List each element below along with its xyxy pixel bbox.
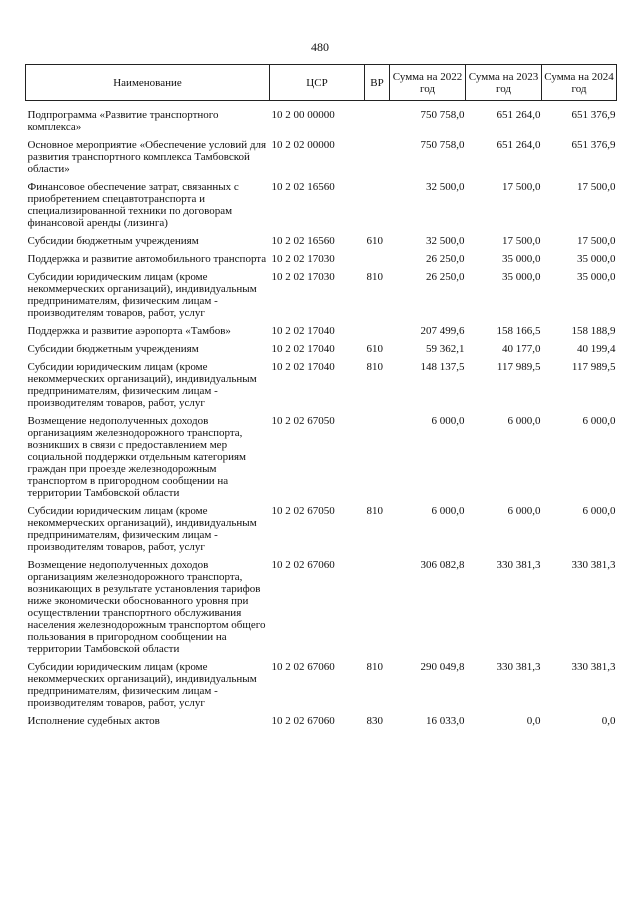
row-sum-2024: 651 376,9 (571, 109, 616, 121)
row-sum-2024: 35 000,0 (577, 271, 616, 283)
row-sum-2023: 6 000,0 (507, 505, 541, 517)
row-name: Исполнение судебных актов (27, 715, 160, 727)
row-sum-2022: 750 758,0 (420, 139, 465, 151)
row-sum-2024: 117 989,5 (571, 361, 616, 373)
row-vr (365, 139, 390, 181)
row-vr: 830 (366, 715, 383, 727)
row-name: Субсидии бюджетным учреждениям (27, 235, 199, 247)
row-vr: 810 (366, 661, 383, 673)
table-row (26, 235, 617, 253)
header-csr: ЦСР (270, 65, 365, 101)
row-vr: 810 (366, 505, 383, 517)
row-sum-2023: 651 264,0 (496, 109, 541, 121)
row-csr: 10 2 02 16560 (271, 181, 335, 193)
row-name: Субсидии бюджетным учреждениям (27, 343, 199, 355)
row-name: Субсидии юридическим лицам (кроме некоммерческих организаций), индивидуальным предпринимателям, физическим лицам - производителям товаров, работ, услуг (27, 361, 257, 409)
budget-table (25, 64, 617, 733)
row-name: Возмещение недополученных доходов организациям железнодорожного транспорта, возникших в связи с предоставлением мер социальной поддержки отдельным категориям граждан при проезде железнодорожным транспортом в пригородном сообщении на территории Тамбовской области (27, 415, 246, 499)
row-sum-2022: 148 137,5 (420, 361, 465, 373)
row-sum-2023: 330 381,3 (496, 661, 541, 673)
page-number: 480 (311, 40, 329, 54)
row-sum-2024: 40 199,4 (577, 343, 616, 355)
header-name: Наименование (26, 65, 270, 101)
row-vr: 810 (366, 361, 383, 373)
table-row (26, 325, 617, 343)
row-csr: 10 2 02 17040 (271, 343, 335, 355)
row-vr (365, 101, 390, 140)
row-sum-2023: 117 989,5 (496, 361, 541, 373)
row-sum-2022: 32 500,0 (426, 235, 465, 247)
row-name: Поддержка и развитие автомобильного транспорта (27, 253, 267, 265)
row-name: Основное мероприятие «Обеспечение условий для развития транспортного комплекса Тамбовской области» (27, 139, 267, 175)
row-sum-2023: 651 264,0 (496, 139, 541, 151)
row-csr: 10 2 02 16560 (271, 235, 335, 247)
row-sum-2024: 651 376,9 (571, 139, 616, 151)
row-sum-2023: 17 500,0 (502, 181, 541, 193)
table-row (26, 101, 617, 140)
table-row (26, 343, 617, 361)
row-name: Подпрограмма «Развитие транспортного комплекса» (27, 109, 219, 133)
row-sum-2024: 0,0 (601, 715, 616, 727)
row-sum-2022: 32 500,0 (426, 181, 465, 193)
row-vr: 810 (366, 271, 383, 283)
row-vr (365, 415, 390, 505)
row-sum-2022: 750 758,0 (420, 109, 465, 121)
row-sum-2023: 17 500,0 (502, 235, 541, 247)
header-vr: ВР (365, 65, 390, 101)
row-sum-2024: 330 381,3 (571, 661, 616, 673)
row-csr: 10 2 02 67060 (271, 661, 335, 673)
row-sum-2022: 207 499,6 (420, 325, 465, 337)
row-csr: 10 2 02 67060 (271, 559, 335, 571)
row-sum-2022: 6 000,0 (431, 505, 465, 517)
row-vr: 610 (366, 235, 383, 247)
table-row (26, 415, 617, 505)
table-row (26, 715, 617, 733)
table-row (26, 661, 617, 715)
row-sum-2024: 6 000,0 (582, 415, 616, 427)
row-csr: 10 2 02 00000 (271, 139, 335, 151)
row-sum-2022: 290 049,8 (420, 661, 465, 673)
row-sum-2022: 59 362,1 (426, 343, 465, 355)
row-sum-2023: 6 000,0 (507, 415, 541, 427)
table-row (26, 559, 617, 661)
row-csr: 10 2 02 67050 (271, 505, 335, 517)
row-sum-2023: 35 000,0 (502, 271, 541, 283)
row-sum-2022: 306 082,8 (420, 559, 465, 571)
row-name: Субсидии юридическим лицам (кроме некоммерческих организаций), индивидуальным предпринимателям, физическим лицам - производителям товаров, работ, услуг (27, 271, 257, 319)
row-csr: 10 2 02 17030 (271, 271, 335, 283)
row-sum-2023: 35 000,0 (502, 253, 541, 265)
row-csr: 10 2 02 17040 (271, 361, 335, 373)
row-sum-2023: 0,0 (526, 715, 541, 727)
row-sum-2023: 40 177,0 (502, 343, 541, 355)
row-name: Возмещение недополученных доходов организациям железнодорожного транспорта, возникающих в результате установления тарифов ниже экономически обоснованного уровня при осуществлении транспортного обслуживания населения железнодорожным транспортом общего пользования в пригородном сообщении на территории Тамбовской области (27, 559, 266, 655)
row-sum-2023: 330 381,3 (496, 559, 541, 571)
row-vr (365, 181, 390, 235)
row-name: Поддержка и развитие аэропорта «Тамбов» (27, 325, 231, 337)
row-name: Субсидии юридическим лицам (кроме некоммерческих организаций), индивидуальным предпринимателям, физическим лицам - производителям товаров, работ, услуг (27, 661, 257, 709)
header-sum-2023: Сумма на 2023 год (466, 65, 542, 101)
row-sum-2022: 16 033,0 (426, 715, 465, 727)
table-row (26, 271, 617, 325)
row-csr: 10 2 02 67050 (271, 415, 335, 427)
row-csr: 10 2 02 17040 (271, 325, 335, 337)
row-vr (365, 559, 390, 661)
row-sum-2024: 17 500,0 (577, 235, 616, 247)
table-row (26, 181, 617, 235)
row-sum-2024: 35 000,0 (577, 253, 616, 265)
row-name: Субсидии юридическим лицам (кроме некоммерческих организаций), индивидуальным предпринимателям, физическим лицам - производителям товаров, работ, услуг (27, 505, 257, 553)
row-sum-2023: 158 166,5 (496, 325, 541, 337)
table-row (26, 139, 617, 181)
row-vr: 610 (366, 343, 383, 355)
row-sum-2024: 17 500,0 (577, 181, 616, 193)
row-sum-2024: 330 381,3 (571, 559, 616, 571)
row-vr (365, 253, 390, 271)
row-sum-2022: 6 000,0 (431, 415, 465, 427)
row-sum-2022: 26 250,0 (426, 253, 465, 265)
header-sum-2024: Сумма на 2024 год (542, 65, 617, 101)
row-sum-2024: 6 000,0 (582, 505, 616, 517)
row-name: Финансовое обеспечение затрат, связанных с приобретением спецавтотранспорта и специализированной техники по договорам финансовой аренды (лизинга) (27, 181, 239, 229)
table-header-row (26, 65, 617, 101)
row-vr (365, 325, 390, 343)
table-row (26, 253, 617, 271)
row-csr: 10 2 00 00000 (271, 109, 335, 121)
row-csr: 10 2 02 17030 (271, 253, 335, 265)
table-row (26, 361, 617, 415)
row-csr: 10 2 02 67060 (271, 715, 335, 727)
row-sum-2022: 26 250,0 (426, 271, 465, 283)
table-row (26, 505, 617, 559)
row-sum-2024: 158 188,9 (571, 325, 616, 337)
header-sum-2022: Сумма на 2022 год (390, 65, 466, 101)
